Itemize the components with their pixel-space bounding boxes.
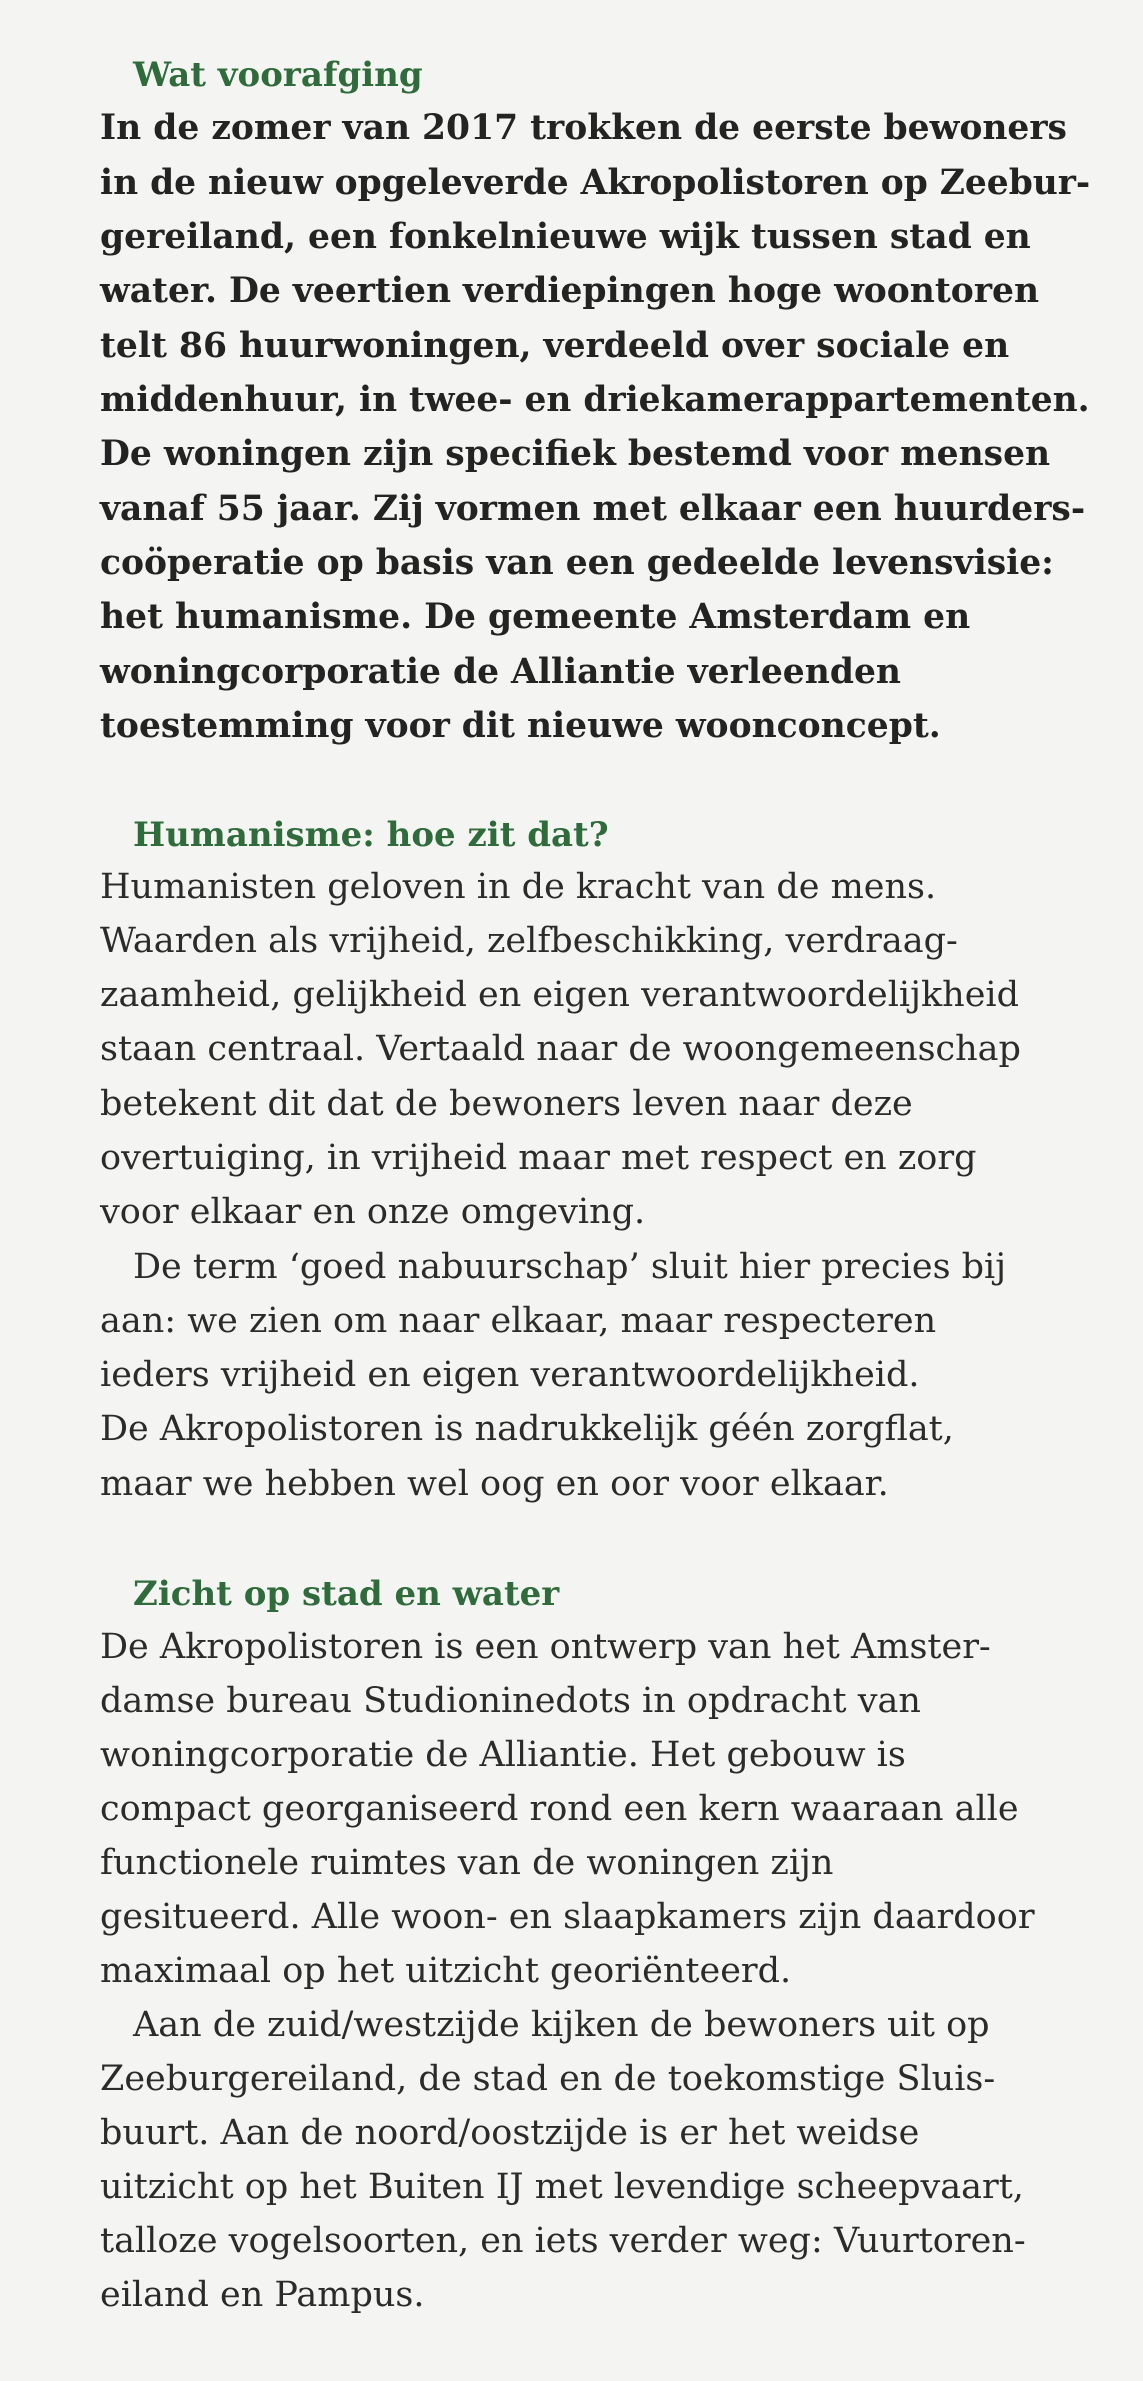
text-line: overtuiging, in vrijheid maar met respect en zorg [100, 1138, 977, 1178]
text-line: De woningen zijn specifiek bestemd voor mensen [100, 434, 1051, 474]
text-line: middenhuur, in twee- en driekamerappartementen. [100, 380, 1090, 420]
text-line: De term ‘goed nabuurschap’ sluit hier precies bij [133, 1247, 1007, 1287]
text-line: zaamheid, gelijkheid en eigen verantwoordelijkheid [100, 975, 1020, 1015]
text-line: De Akropolistoren is nadrukkelijk géén zorgflat, [100, 1409, 954, 1449]
text-line: functionele ruimtes van de woningen zijn [100, 1843, 834, 1883]
text-line: in de nieuw opgeleverde Akropolistoren op Zeebur- [100, 163, 1091, 203]
text-line: talloze vogelsoorten, en iets verder weg: Vuurtoren- [100, 2221, 1026, 2261]
section-heading: Zicht op stad en water [133, 1574, 560, 1614]
text-line: woningcorporatie de Alliantie. Het gebouw is [100, 1735, 906, 1775]
text-line: maar we hebben wel oog en oor voor elkaar. [100, 1464, 889, 1504]
text-line: toestemming voor dit nieuwe woonconcept. [100, 706, 941, 746]
text-line: De Akropolistoren is een ontwerp van het Amster- [100, 1627, 991, 1667]
text-line: voor elkaar en onze omgeving. [100, 1192, 646, 1232]
text-line: telt 86 huurwoningen, verdeeld over sociale en [100, 326, 1010, 366]
text-line: Humanisten geloven in de kracht van de mens. [100, 867, 937, 907]
text-line: het humanisme. De gemeente Amsterdam en [100, 597, 971, 637]
text-line: Zeeburgereiland, de stad en de toekomstige Sluis- [100, 2059, 996, 2099]
text-line: gesitueerd. Alle woon- en slaapkamers zijn daardoor [100, 1897, 1035, 1937]
section-heading: Wat voorafging [133, 55, 423, 95]
text-line: coöperatie op basis van een gedeelde levensvisie: [100, 543, 1054, 583]
text-line: woningcorporatie de Alliantie verleenden [100, 652, 901, 692]
text-line: betekent dit dat de bewoners leven naar deze [100, 1084, 913, 1124]
text-line: Aan de zuid/westzijde kijken de bewoners uit op [133, 2005, 990, 2045]
text-line: maximaal op het uitzicht georiënteerd. [100, 1951, 792, 1991]
text-line: staan centraal. Vertaald naar de woongemeenschap [100, 1029, 1021, 1069]
text-line: Waarden als vrijheid, zelfbeschikking, verdraag- [100, 921, 958, 961]
text-line: aan: we zien om naar elkaar, maar respecteren [100, 1301, 937, 1341]
text-line: In de zomer van 2017 trokken de eerste bewoners [100, 108, 1067, 148]
text-line: vanaf 55 jaar. Zij vormen met elkaar een huurders- [100, 489, 1086, 529]
text-line: compact georganiseerd rond een kern waaraan alle [100, 1789, 1019, 1829]
text-line: eiland en Pampus. [100, 2275, 425, 2315]
text-line: damse bureau Studioninedots in opdracht van [100, 1681, 921, 1721]
text-line: water. De veertien verdiepingen hoge woontoren [100, 271, 1040, 311]
text-line: ieders vrijheid en eigen verantwoordelijkheid. [100, 1355, 920, 1395]
text-line: gereiland, een fonkelnieuwe wijk tussen stad en [100, 217, 1031, 257]
text-line: uitzicht op het Buiten IJ met levendige scheepvaart, [100, 2167, 1024, 2207]
section-heading: Humanisme: hoe zit dat? [133, 815, 609, 855]
text-line: buurt. Aan de noord/oostzijde is er het weidse [100, 2113, 920, 2153]
